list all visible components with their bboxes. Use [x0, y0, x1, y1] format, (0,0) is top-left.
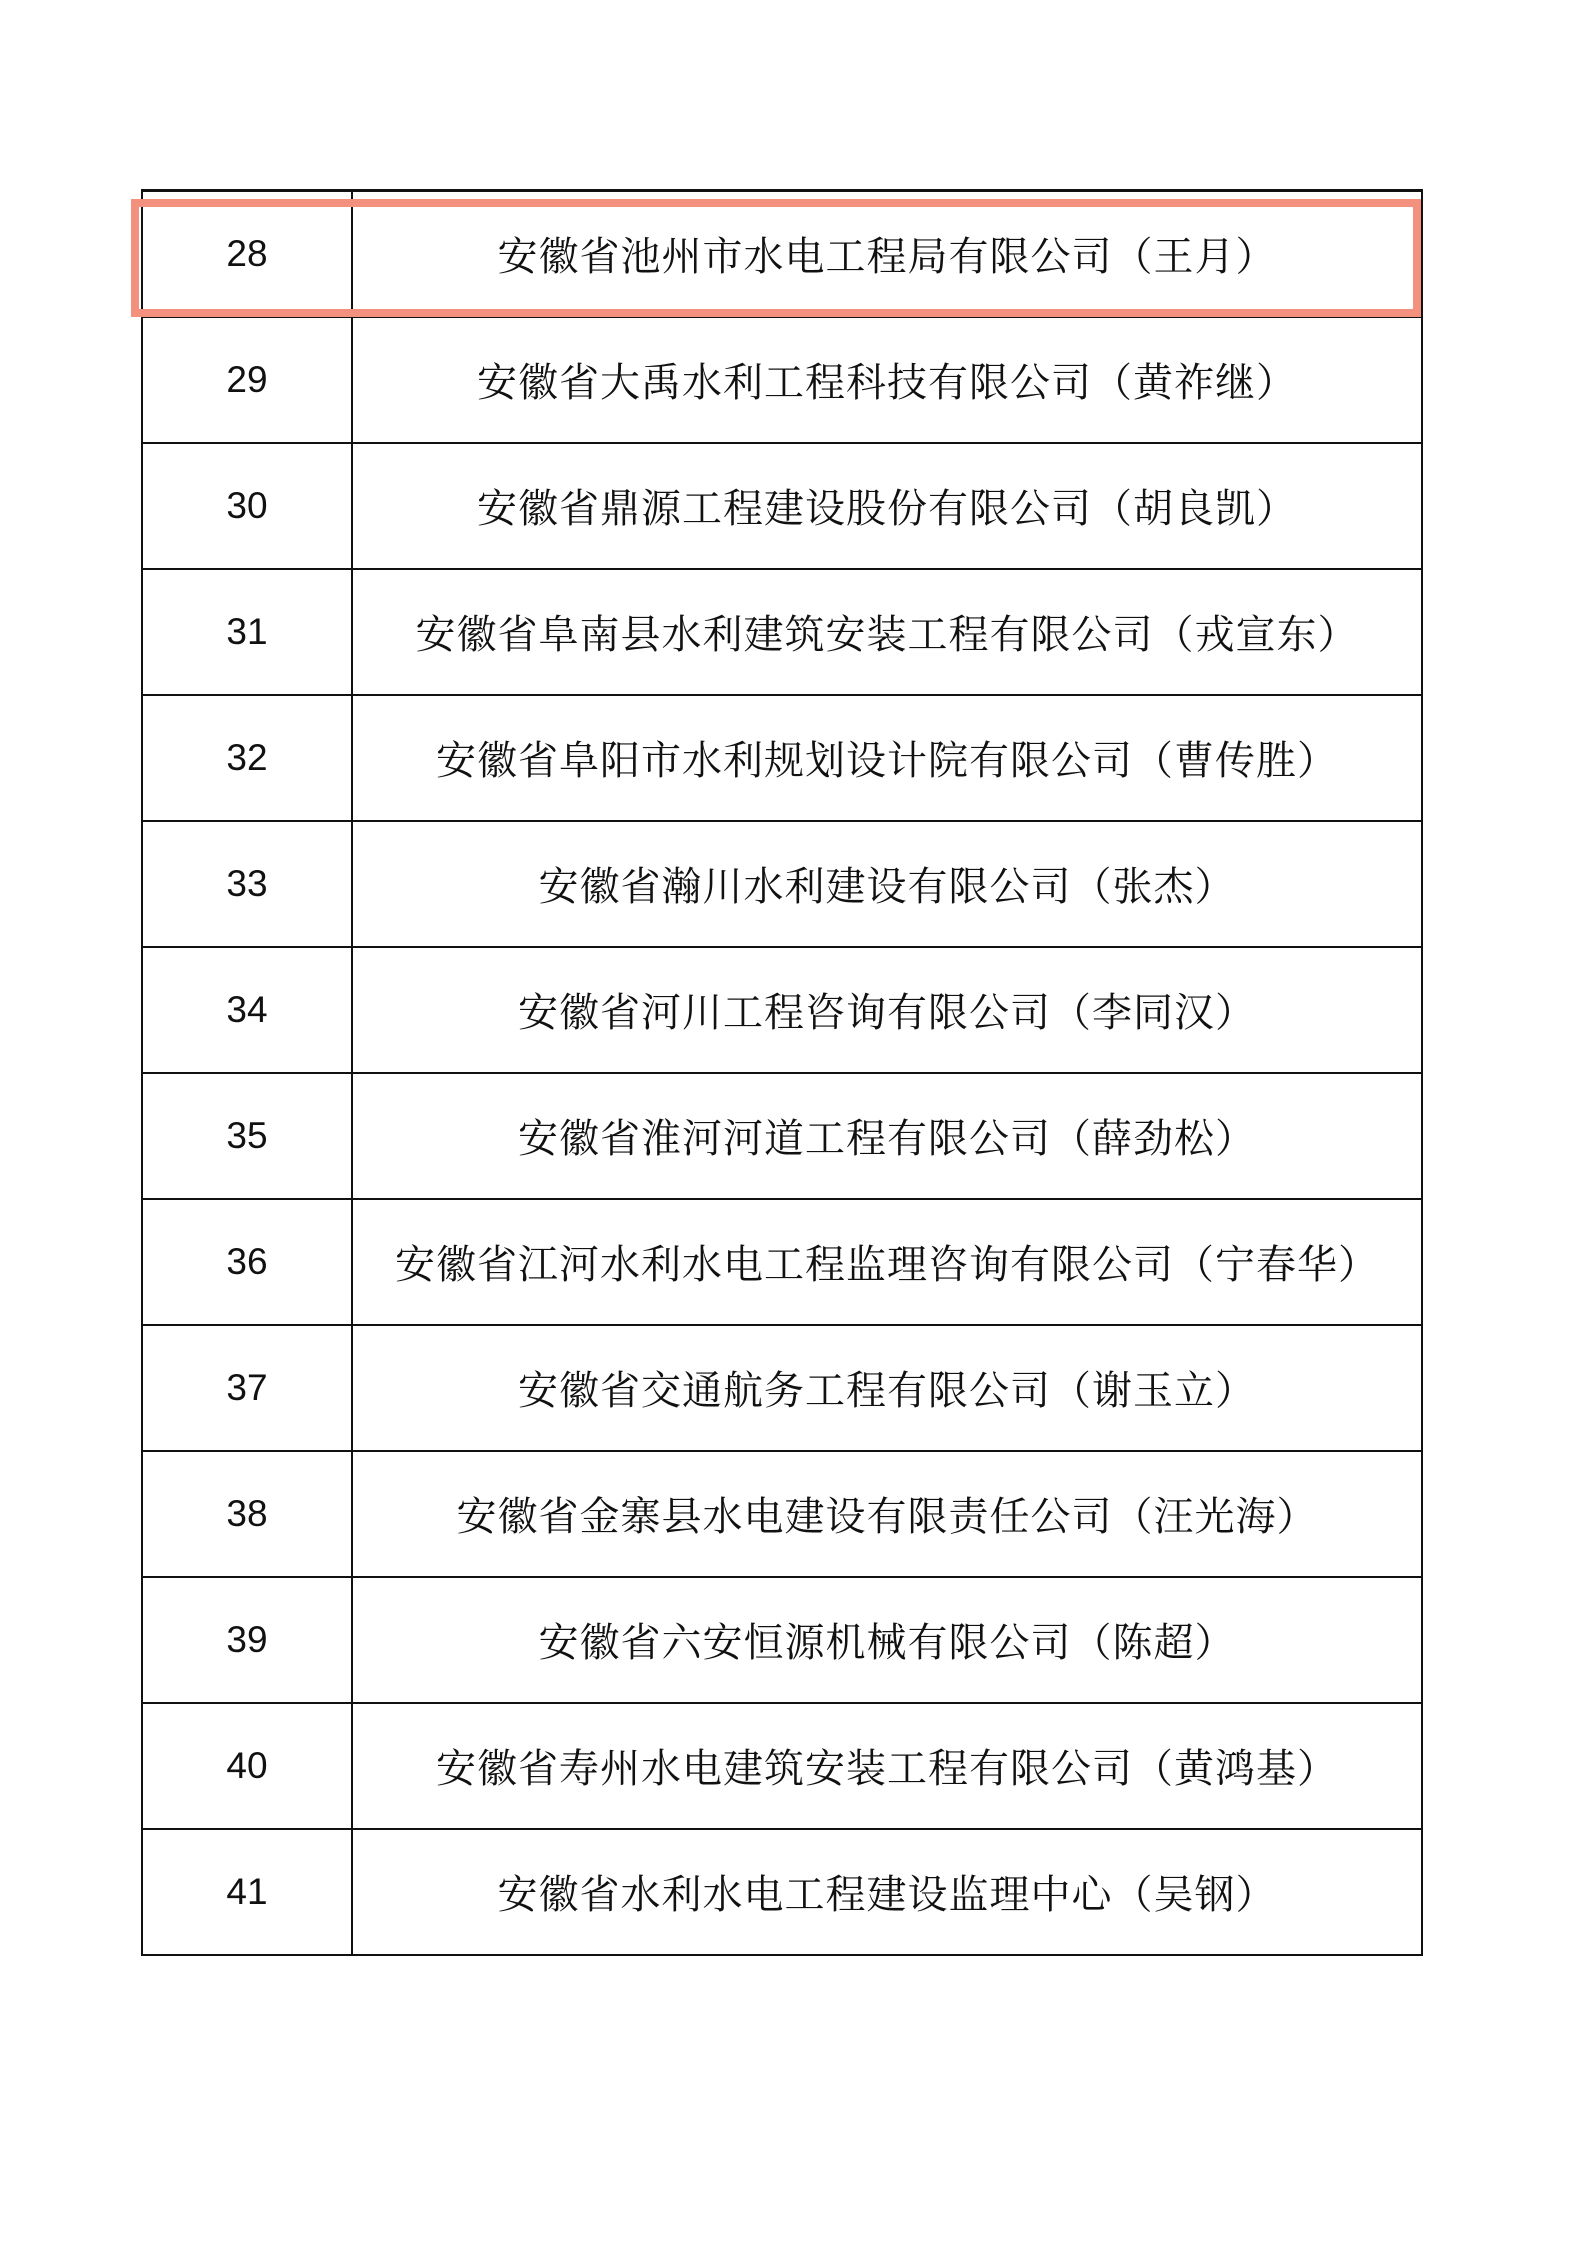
table-row [142, 1199, 1422, 1325]
row-number: 28 [142, 191, 352, 317]
table-row [142, 191, 1422, 317]
company-name: 安徽省阜南县水利建筑安装工程有限公司（戎宣东） [352, 569, 1422, 695]
table-row [142, 947, 1422, 1073]
table-row [142, 1829, 1422, 1955]
roster-table-container [141, 189, 1423, 1956]
row-number: 36 [142, 1199, 352, 1325]
row-number: 35 [142, 1073, 352, 1199]
row-number: 34 [142, 947, 352, 1073]
company-name: 安徽省水利水电工程建设监理中心（吴钢） [352, 1829, 1422, 1955]
row-number: 30 [142, 443, 352, 569]
table-row [142, 1325, 1422, 1451]
row-number: 33 [142, 821, 352, 947]
roster-table-body [142, 191, 1422, 1955]
row-number: 37 [142, 1325, 352, 1451]
company-name: 安徽省大禹水利工程科技有限公司（黄祚继） [352, 317, 1422, 443]
company-name: 安徽省河川工程咨询有限公司（李同汉） [352, 947, 1422, 1073]
table-row [142, 317, 1422, 443]
roster-table [141, 189, 1423, 1956]
company-name: 安徽省江河水利水电工程监理咨询有限公司（宁春华） [352, 1199, 1422, 1325]
company-name: 安徽省金寨县水电建设有限责任公司（汪光海） [352, 1451, 1422, 1577]
row-number: 40 [142, 1703, 352, 1829]
company-name: 安徽省鼎源工程建设股份有限公司（胡良凯） [352, 443, 1422, 569]
company-name: 安徽省瀚川水利建设有限公司（张杰） [352, 821, 1422, 947]
table-row [142, 443, 1422, 569]
company-name: 安徽省交通航务工程有限公司（谢玉立） [352, 1325, 1422, 1451]
table-row [142, 821, 1422, 947]
row-number: 38 [142, 1451, 352, 1577]
table-row [142, 1577, 1422, 1703]
table-row [142, 1703, 1422, 1829]
company-name: 安徽省池州市水电工程局有限公司（王月） [352, 191, 1422, 317]
table-row [142, 1451, 1422, 1577]
row-number: 32 [142, 695, 352, 821]
company-name: 安徽省寿州水电建筑安装工程有限公司（黄鸿基） [352, 1703, 1422, 1829]
company-name: 安徽省六安恒源机械有限公司（陈超） [352, 1577, 1422, 1703]
table-row [142, 695, 1422, 821]
company-name: 安徽省阜阳市水利规划设计院有限公司（曹传胜） [352, 695, 1422, 821]
table-row [142, 1073, 1422, 1199]
row-number: 31 [142, 569, 352, 695]
table-row [142, 569, 1422, 695]
row-number: 39 [142, 1577, 352, 1703]
row-number: 29 [142, 317, 352, 443]
company-name: 安徽省淮河河道工程有限公司（薛劲松） [352, 1073, 1422, 1199]
row-number: 41 [142, 1829, 352, 1955]
